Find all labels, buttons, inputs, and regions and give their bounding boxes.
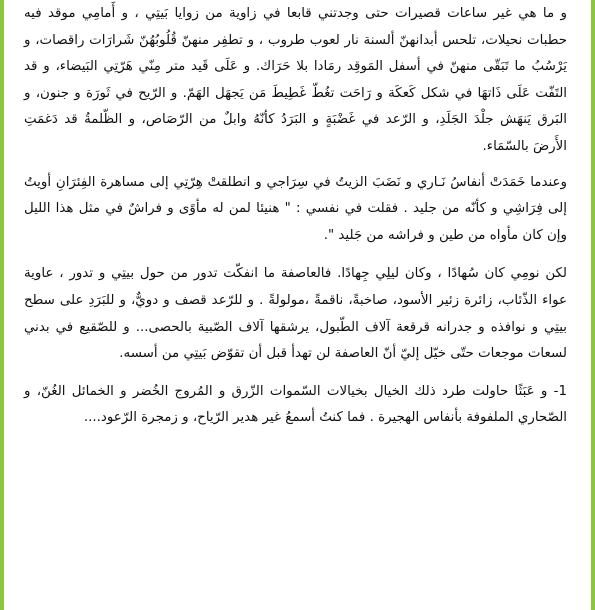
paragraph: 1- و عَبَثًا حاولت طرد ذلك الخيال بخيالات السّموات الزّرق و المُروج الخُضر و الخمائل الغُنّ، و الصّحاري الملفوفة بأنفاس الهجيرة . فما كنتُ أسمعُ غير هدير الرّياح، و زمجرة الرّعود.... (24, 383, 567, 426)
paragraph: لكن نومِي كان سُهادًا ، وكان ليلِي جِهادًا. فالعاصفة ما انفكّت تدور من حول بيتِي و تدور ، عاوية عواء الذّئاب، زائرة زئير الأسود، صاخبةً، ناقمةً ،مولولةً . و للرّعد قصف و دويٌّ، و للبَرَدِ على سطح بيتِي و نوافذه و جدرانه قرقعة آلاف الطّبول، يرشقها آلاف الصّبية بالحصى... و للصّقيع في بدني لسعات موجعات حتّى خيّل إليّ أنّ العاصفة لن تهدأ قبل أن تقوّض بَيتِي من أسسه. (24, 266, 567, 362)
paragraph: وعندما خَمَدَتْ أنفاسُ نَـاري و نَضَبَ الزيتُ في سِرَاجي و انطلقتْ هِرّتِي إلى مساهرة الفِئرَانِ أويتُ إلى فِرَاشِي و كأنّه من جليد . فقلت في نفسي : " هنيئا لمن له مأوًى و فراشٌ في مثل هذا الليل وإن كان مأواه من طين و فراشه من جَليد ". (24, 174, 567, 243)
document-body (24, 0, 567, 432)
paragraph: و ما هي غير ساعات قصيرات حتى وجدتني قابعا في زاوية من زوايا بَيتِي ، و أَمامِي موقد فيه حطبات نحيلات، تلحس أبدانهنّ ألسنة نار لعوب طروب ، و تطفِر منهنّ قُلُوبُهُنّ شَرارَات راقصات، و يَرْسُبُ ما تَبَقّى منهنّ في أسفل المَوقِد رمَادا بلا حَرَاك. و عَلَى قَيد متر مِنّي هَرّتِي البَيضاء، و قد التَفّت عَلَى ذَاتهَا في شكل كَعكَة و رَاحَت تغُطّ غَطِيطَ مَن يَجهَل الهَمّ. و الرّيح في ثَورَة و جنون، و البَرق يَنهَش جلْدَ الجَلَدِ، و الرّعد في غَضْبَةٍ و البَرَدُ كأنّهُ وابلٌ من الرّصَاص، و الظّلمةُ قد دَغمَتِ الأَرضَ بالسّمَاء. (24, 6, 567, 154)
page-border-right (591, 0, 595, 610)
page-border-left (0, 0, 4, 610)
